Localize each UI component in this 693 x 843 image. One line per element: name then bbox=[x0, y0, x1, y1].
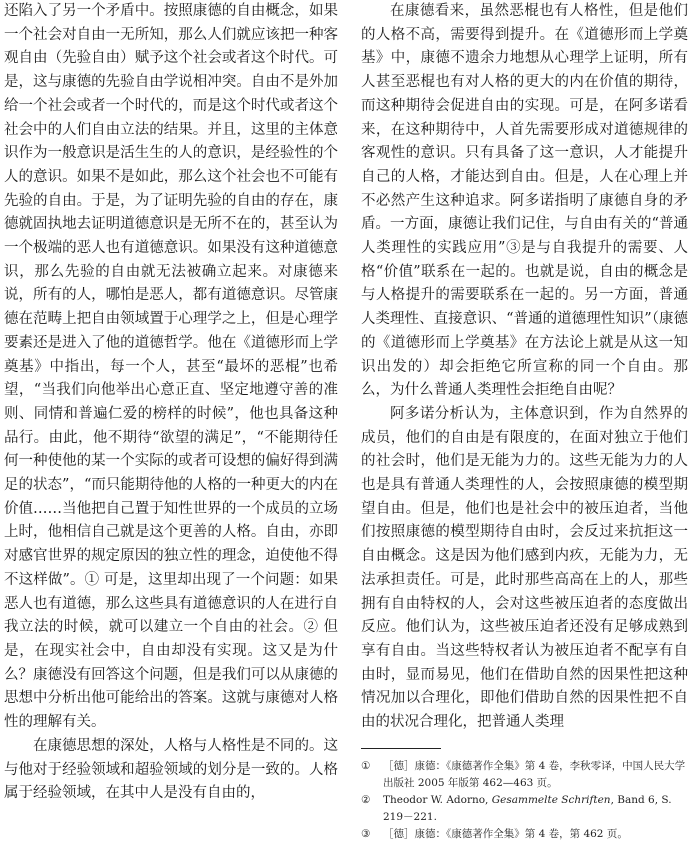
paragraph: 阿多诺分析认为，主体意识到，作为自然界的成员，他们的自由是有限度的，在面对独立于他们的社会时，他们是无能为力的。这些无能为力的人也是具有普通人类理性的人，会按照康德的模型期望自由。但是，他们也是社会中的被压迫者，当他们按照康德的模型期待自由时，会反过来抗拒这一自由概念。这是因为他们感到内疚，无能为力，无法承担责任。可是，此时那些高高在上的人，那些拥有自由特权的人，会对这些被压迫者的态度做出反应。他们认为，这些被压迫者还没有足够成熟到享有自由。当这些特权者认为被压迫者不配享有自由时，显而易见，他们在借助自然的因果性把这种情况加以合理化，即他们借助自然的因果性把不自由的状况合理化，把普通人类理 bbox=[361, 405, 688, 731]
paragraph: 还陷入了另一个矛盾中。按照康德的自由概念，如果一个社会对自由一无所知，那么人们就应该把一种客观自由（先验自由）赋予这个社会或者这个时代。可是，这与康德的先验自由学说相冲突。自由不是外加给一个社会或者一个时代的，而是这个时代或者这个社会中的人们自由立法的结果。并且，这里的主体意识作为一般意识是活生生的人的意识，是经验性的个人的意识。如果不是如此，那么这个社会也不可能有先验的自由。于是，为了证明先验的自由的存在，康德就固执地去证明道德意识是无所不在的，甚至认为一个极端的恶人也有道德意识。如果没有这种道德意识，那么先验的自由就无法被确立起来。对康德来说，所有的人，哪怕是恶人，都有道德意识。尽管康德在范畴上把自由领域置于心理学之上，但是心理学要素还是进入了他的道德哲学。他在《道德形而上学奠基》中指出，每一个人，甚至“最坏的恶棍”也希望，“当我们向他举出心意正直、坚定地遵守善的准则、同情和普遍仁爱的榜样的时候”，他也具备这种品行。由此，他不期待“欲望的满足”，“不能期待任何一种使他的某一个实际的或者可设想的偏好得到满足的状态”，“而只能期待他的人格的一种更大的内在价值……当他把自己置于知性世界的一个成员的立场上时，他相信自己就是这个更善的人格。自由，亦即对感官世界的规定原因的独立性的理念，迫使他不得不这样做”。① 可是，这里却出现了一个问题：如果恶人也有道德，那么这些具有道德意识的人在进行自我立法的时候，就可以建立一个自由的社会。② 但是，在现实社会中，自由却没有实现。这又是为什么？康德没有回答这个问题，但是我们可以从康德的思想中分析出他可能给出的答案。这就与康德对人格性的理解有关。 bbox=[4, 3, 338, 731]
footnote-text: ［德］康德：《康德著作全集》第 4 卷，李秋零译，中国人民大学出版社 2005 年版第 462—463 页。 bbox=[383, 760, 686, 789]
footnote-locator: , Band 6, S. 219－221. bbox=[383, 794, 672, 823]
footnote-author: Theodor W. Adorno, bbox=[383, 794, 492, 806]
paragraph: 在康德思想的深处，人格与人格性是不同的。这与他对于经验领域和超验领域的划分是一致的。人格属于经验领域，在其中人是没有自由的， bbox=[4, 737, 338, 802]
footnote-number: ② bbox=[361, 794, 371, 806]
footnote bbox=[361, 758, 691, 792]
footnotes bbox=[361, 758, 691, 843]
footnote bbox=[361, 792, 691, 826]
footnote-number: ① bbox=[361, 760, 371, 772]
footnote-divider bbox=[361, 748, 441, 749]
footnote bbox=[361, 826, 691, 843]
paragraph: 在康德看来，虽然恶棍也有人格性，但是他们的人格不高，需要得到提升。在《道德形而上学奠基》中，康德不遗余力地想从心理学上证明，所有人甚至恶棍也有对人格的更大的内在价值的期待，而这种期待会促进自由的实现。可是，在阿多诺看来，在这种期待中，人首先需要形成对道德规律的客观性的意识。只有具备了这一意识，人才能提升自己的人格，才能达到自由。但是，人在心理上并不必然产生这种追求。阿多诺指明了康德自身的矛盾。一方面，康德让我们记住，与自由有关的“普通人类理性的实践应用”③是与自我提升的需要、人格“价值”联系在一起的。也就是说，自由的概念是与人格提升的需要联系在一起的。另一方面，普通人类理性、直接意识、“普通的道德理性知识”（康德的《道德形而上学奠基》在方法论上就是从这一知识出发的）却会拒绝它所宣称的同一个自由。那么，为什么普通人类理性会拒绝自由呢？ bbox=[361, 3, 688, 399]
footnote-text: ［德］康德：《康德著作全集》第 4 卷，第 462 页。 bbox=[383, 828, 628, 840]
footnote-text bbox=[383, 792, 691, 826]
footnote-number: ③ bbox=[361, 828, 371, 840]
right-text-column bbox=[361, 0, 688, 735]
left-text-column bbox=[4, 0, 338, 806]
footnote-book-title: Gesammelte Schriften bbox=[491, 794, 611, 806]
